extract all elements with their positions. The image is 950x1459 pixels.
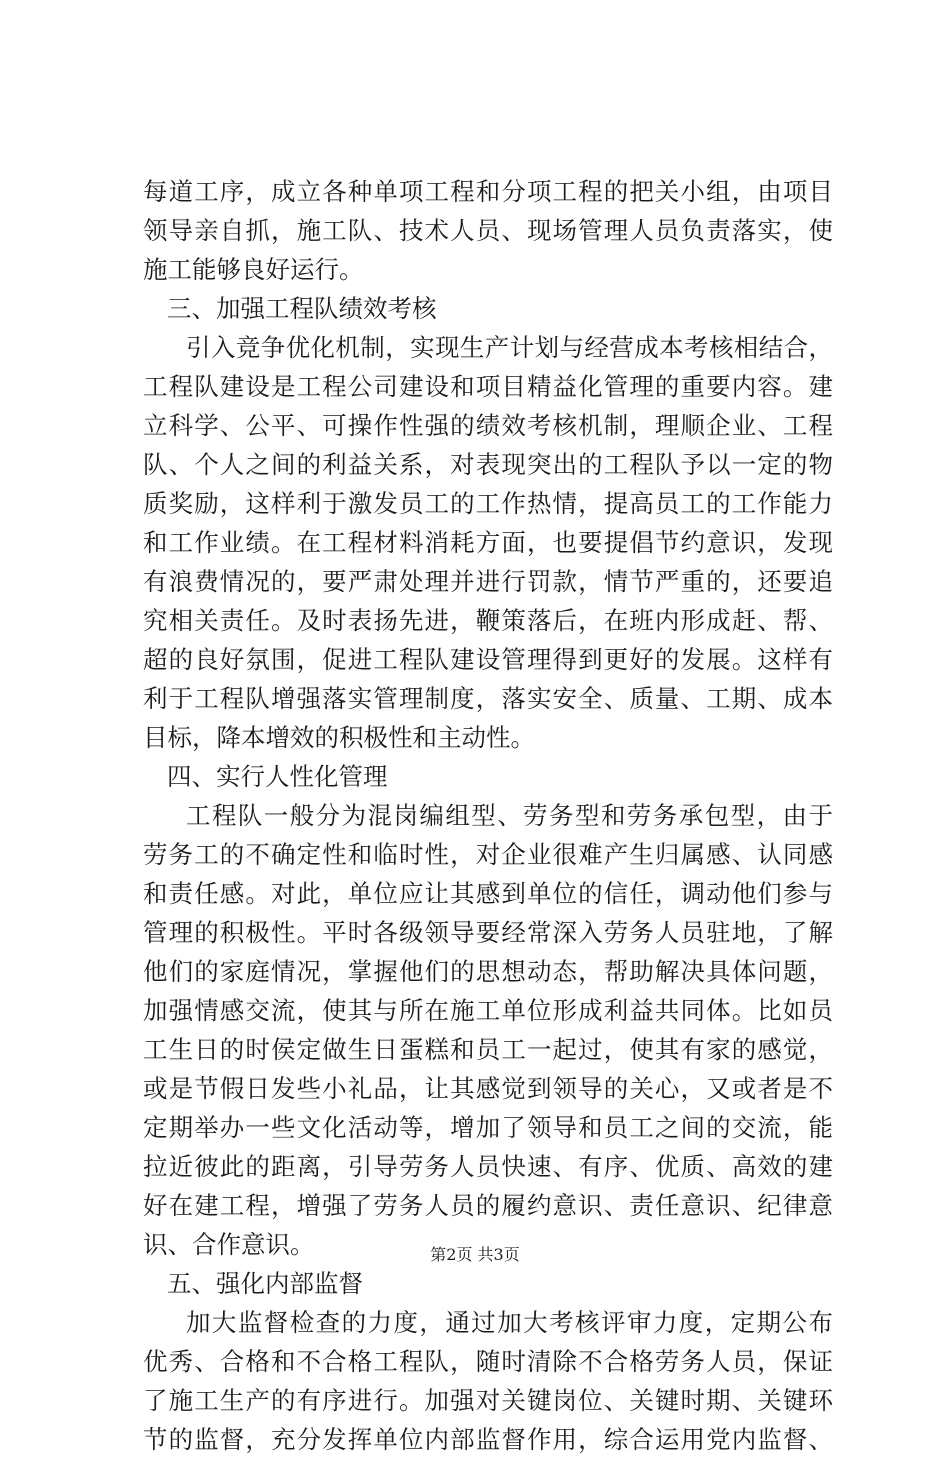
text-line: 质奖励，这样利于激发员工的工作热情，提高员工的工作能力 xyxy=(143,489,833,518)
text-line: 了施工生产的有序进行。加强对关键岗位、关键时期、关键环 xyxy=(143,1386,833,1415)
text-line: 立科学、公平、可操作性强的绩效考核机制，理顺企业、工程 xyxy=(143,411,833,440)
text-line: 优秀、合格和不合格工程队，随时清除不合格劳务人员，保证 xyxy=(143,1347,833,1376)
section-heading: 三、加强工程队绩效考核 xyxy=(167,294,437,323)
page-number-footer: 第2页 共3页 xyxy=(430,1245,520,1264)
text-line: 加强情感交流，使其与所在施工单位形成利益共同体。比如员 xyxy=(143,996,833,1025)
text-line: 工程队建设是工程公司建设和项目精益化管理的重要内容。建 xyxy=(143,372,833,401)
text-line: 和工作业绩。在工程材料消耗方面，也要提倡节约意识，发现 xyxy=(143,528,833,557)
text-line: 施工能够良好运行。 xyxy=(143,255,364,284)
text-line: 究相关责任。及时表扬先进，鞭策落后，在班内形成赶、帮、 xyxy=(143,606,833,635)
paragraph-first-line: 工程队一般分为混岗编组型、劳务型和劳务承包型，由于 xyxy=(186,801,833,830)
section-heading: 五、强化内部监督 xyxy=(167,1269,363,1298)
text-line: 好在建工程，增强了劳务人员的履约意识、责任意识、纪律意 xyxy=(143,1191,833,1220)
section-heading: 四、实行人性化管理 xyxy=(167,762,388,791)
paragraph-first-line: 引入竞争优化机制，实现生产计划与经营成本考核相结合， xyxy=(186,333,833,362)
text-line: 识、合作意识。 xyxy=(143,1230,315,1259)
text-line: 他们的家庭情况，掌握他们的思想动态，帮助解决具体问题， xyxy=(143,957,833,986)
text-line: 定期举办一些文化活动等，增加了领导和员工之间的交流，能 xyxy=(143,1113,833,1142)
text-line: 有浪费情况的，要严肃处理并进行罚款，情节严重的，还要追 xyxy=(143,567,833,596)
text-line: 劳务工的不确定性和临时性，对企业很难产生归属感、认同感 xyxy=(143,840,833,869)
document-body xyxy=(143,172,833,1459)
text-line: 和责任感。对此，单位应让其感到单位的信任，调动他们参与 xyxy=(143,879,833,908)
text-line: 目标，降本增效的积极性和主动性。 xyxy=(143,723,535,752)
text-line: 每道工序，成立各种单项工程和分项工程的把关小组，由项目 xyxy=(143,177,833,206)
text-line: 拉近彼此的距离，引导劳务人员快速、有序、优质、高效的建 xyxy=(143,1152,833,1181)
paragraph-first-line: 加大监督检查的力度，通过加大考核评审力度，定期公布 xyxy=(186,1308,833,1337)
text-line: 领导亲自抓，施工队、技术人员、现场管理人员负责落实，使 xyxy=(143,216,833,245)
text-line: 队、个人之间的利益关系，对表现突出的工程队予以一定的物 xyxy=(143,450,833,479)
text-line: 工生日的时侯定做生日蛋糕和员工一起过，使其有家的感觉， xyxy=(143,1035,833,1064)
text-line: 管理的积极性。平时各级领导要经常深入劳务人员驻地，了解 xyxy=(143,918,833,947)
text-line: 或是节假日发些小礼品，让其感觉到领导的关心，又或者是不 xyxy=(143,1074,833,1103)
text-line: 利于工程队增强落实管理制度，落实安全、质量、工期、成本 xyxy=(143,684,833,713)
text-line: 超的良好氛围，促进工程队建设管理得到更好的发展。这样有 xyxy=(143,645,833,674)
text-line: 节的监督，充分发挥单位内部监督作用，综合运用党内监督、 xyxy=(143,1425,833,1454)
